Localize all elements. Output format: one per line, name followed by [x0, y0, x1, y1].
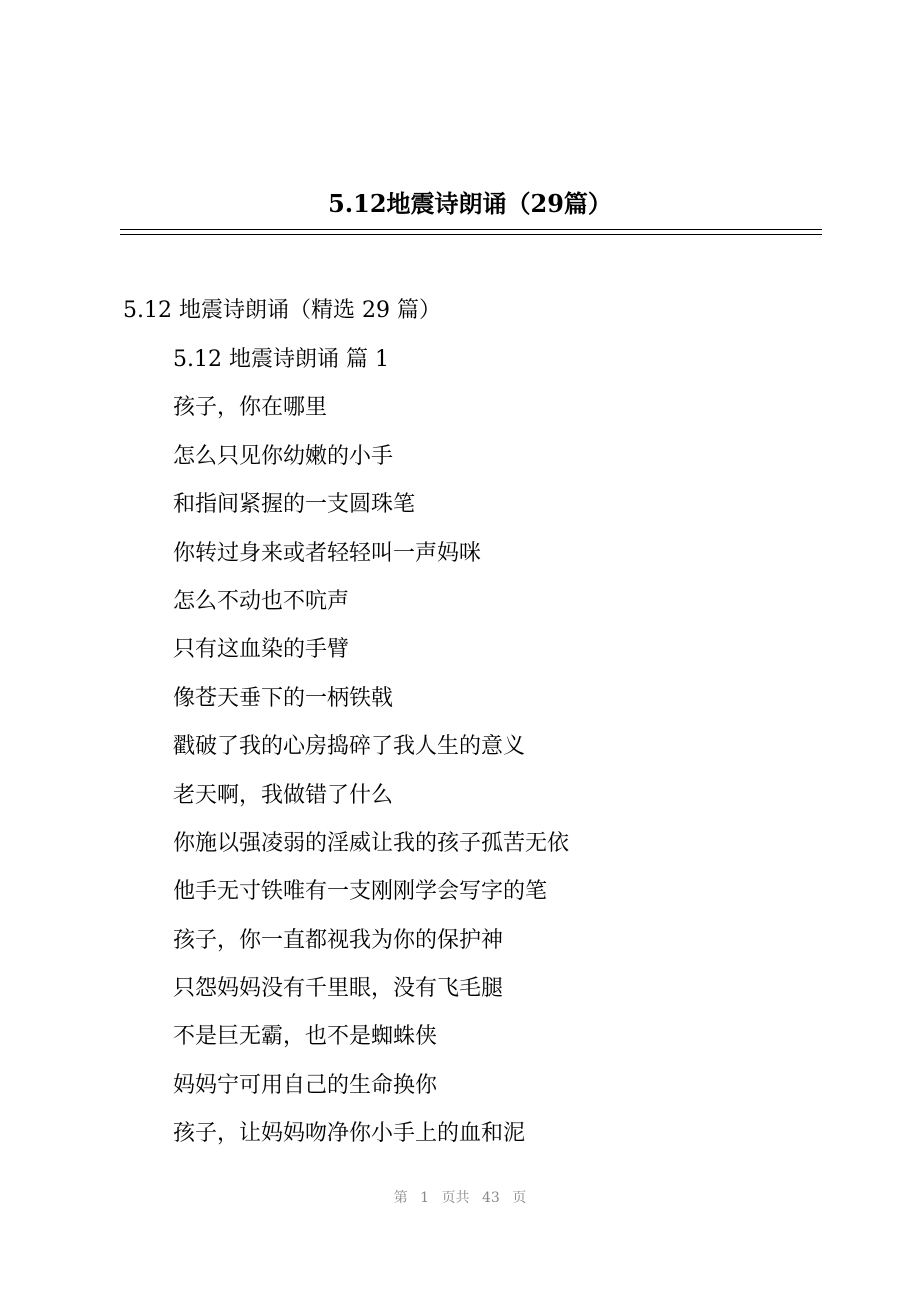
poem-line: 老天啊，我做错了什么: [173, 782, 394, 808]
poem-line: 怎么只见你幼嫩的小手: [173, 443, 394, 469]
poem-line: 你转过身来或者轻轻叫一声妈咪: [173, 540, 482, 566]
poem-line: 戳破了我的心房捣碎了我人生的意义: [173, 734, 526, 760]
poem-line: 像苍天垂下的一柄铁戟: [173, 685, 394, 711]
poem-line: 只有这血染的手臂: [173, 637, 350, 663]
poem-line: 妈妈宁可用自己的生命换你: [173, 1072, 438, 1098]
section-heading: 5.12 地震诗朗诵（精选 29 篇）: [123, 298, 441, 323]
poem-line: 孩子，你在哪里: [173, 395, 328, 421]
poem-body: [173, 343, 569, 1166]
poem-line: 他手无寸铁唯有一支刚刚学会写字的笔: [173, 879, 548, 905]
poem-line: 怎么不动也不吭声: [173, 588, 350, 614]
poem-line: 你施以强凌弱的淫威让我的孩子孤苦无依: [173, 830, 570, 856]
poem-subheading: 5.12 地震诗朗诵 篇 1: [173, 347, 389, 372]
document-title: 5.12地震诗朗诵（29篇）: [328, 189, 612, 218]
poem-line: 孩子，你一直都视我为你的保护神: [173, 927, 504, 953]
poem-line: 不是巨无霸，也不是蜘蛛侠: [173, 1024, 438, 1050]
page-number-footer: 第 1 页共 43 页: [393, 1190, 527, 1206]
poem-line: 和指间紧握的一支圆珠笔: [173, 492, 416, 518]
title-double-rule: [120, 229, 822, 235]
poem-line: 孩子，让妈妈吻净你小手上的血和泥: [173, 1121, 526, 1147]
poem-line: 只怨妈妈没有千里眼，没有飞毛腿: [173, 976, 504, 1002]
